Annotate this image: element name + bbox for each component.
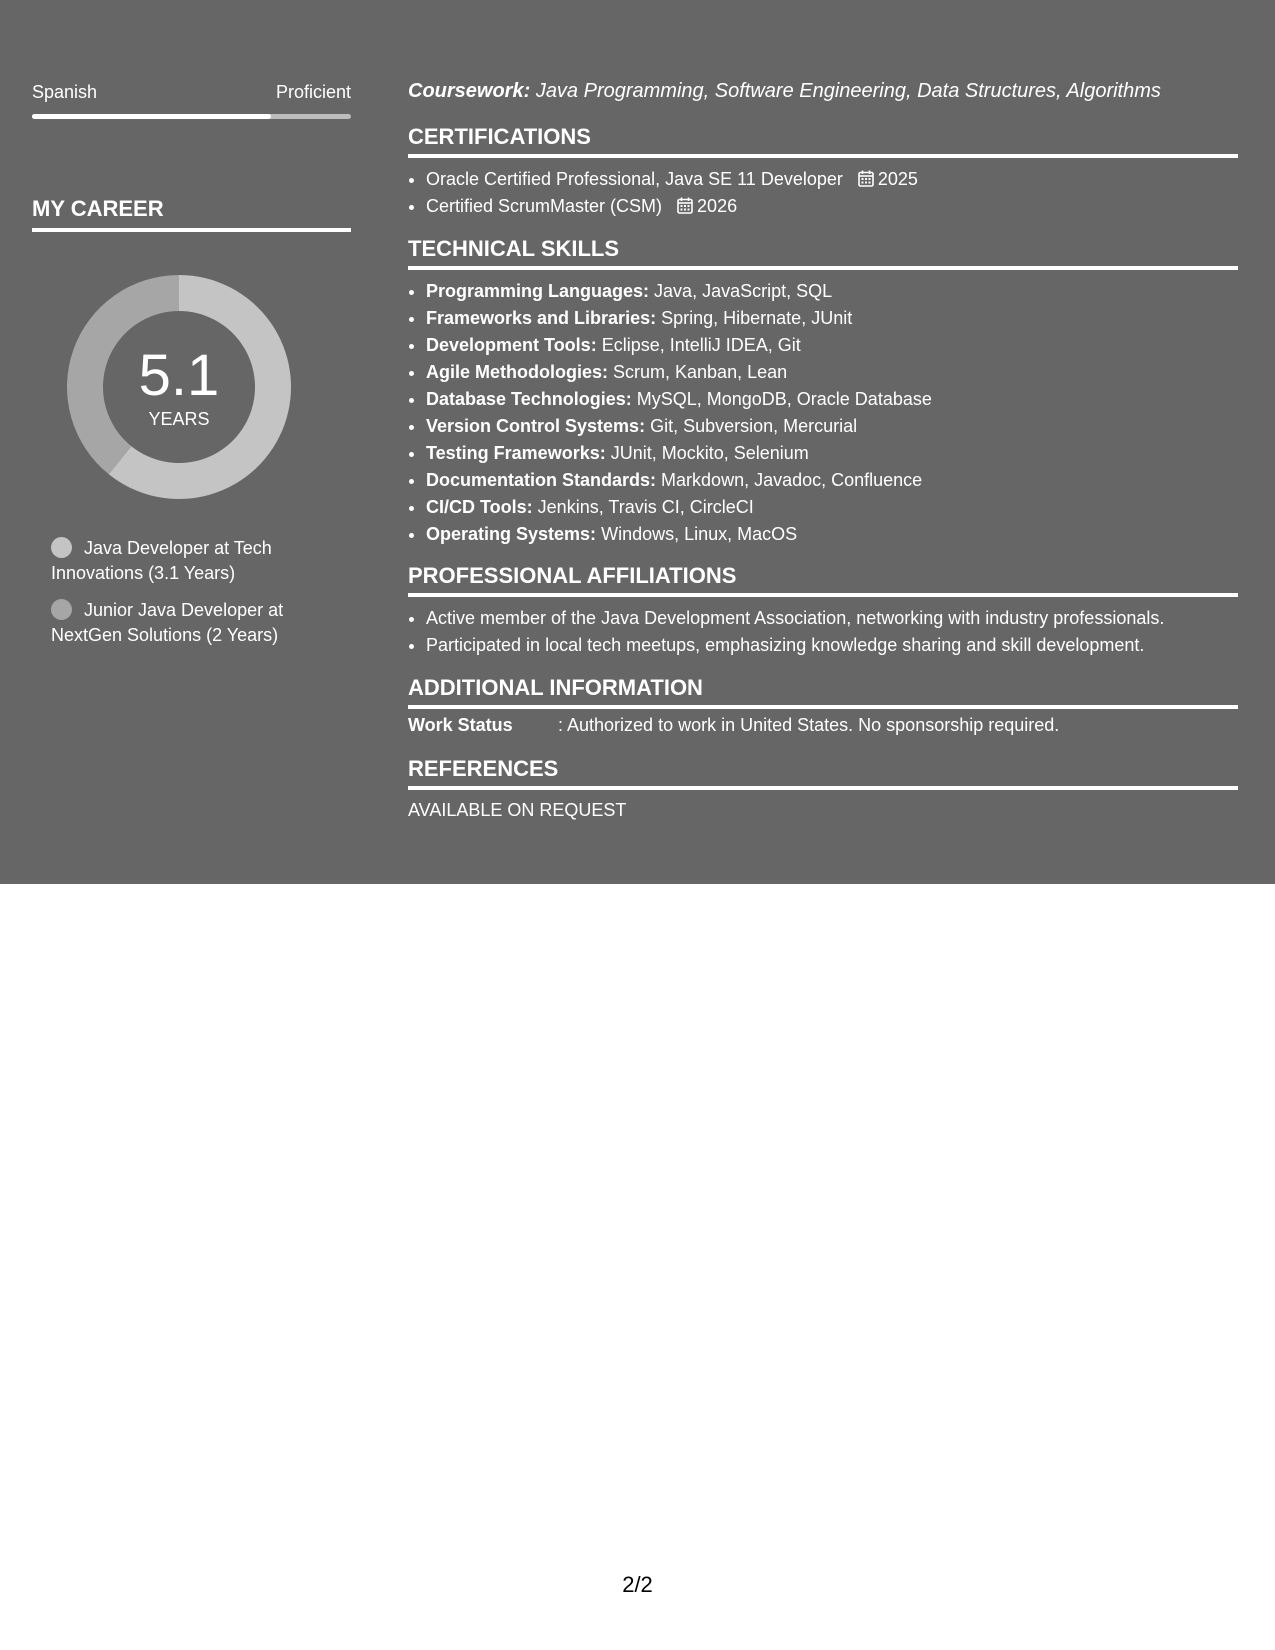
certification-item: [426, 166, 1238, 193]
affiliations-section: [408, 563, 1238, 659]
skill-item: [426, 278, 1238, 305]
career-list: [51, 536, 351, 660]
technical-skills-section: [408, 236, 1238, 548]
career-total-unit: YEARS: [148, 409, 210, 429]
skill-value: Git, Subversion, Mercurial: [650, 416, 858, 436]
skill-item: [426, 359, 1238, 386]
skill-item: [426, 521, 1238, 548]
language-progress-track: [32, 114, 351, 119]
skill-label: Testing Frameworks:: [426, 443, 606, 463]
skill-value: Java, JavaScript, SQL: [654, 281, 833, 301]
skill-item: [426, 467, 1238, 494]
certification-name: Certified ScrumMaster (CSM): [426, 196, 663, 216]
skill-value: Spring, Hibernate, JUnit: [661, 308, 853, 328]
skill-label: Version Control Systems:: [426, 416, 646, 436]
skill-label: Development Tools:: [426, 335, 597, 355]
skill-label: Frameworks and Libraries:: [426, 308, 657, 328]
career-item: [51, 598, 351, 648]
technical-skills-list: [408, 278, 1238, 548]
certifications-section: [408, 124, 1238, 220]
skill-value: Jenkins, Travis CI, CircleCI: [537, 497, 754, 517]
certification-year: 2025: [877, 169, 918, 189]
additional-info-title: ADDITIONAL INFORMATION: [408, 675, 1238, 709]
skill-value: Windows, Linux, MacOS: [601, 524, 798, 544]
skill-label: Agile Methodologies:: [426, 362, 608, 382]
page-number: 2/2: [622, 1572, 653, 1597]
skill-label: CI/CD Tools:: [426, 497, 533, 517]
language-name: Spanish: [32, 82, 98, 102]
skill-label: Documentation Standards:: [426, 470, 657, 490]
certifications-title: CERTIFICATIONS: [408, 124, 1238, 158]
language-row: [32, 82, 351, 104]
language-level: Proficient: [275, 82, 351, 102]
certification-year: 2026: [697, 196, 738, 216]
work-status-row: [408, 715, 1238, 736]
language-progress-fill: [32, 114, 271, 119]
affiliation-item: • Participated in local tech meetups, emphasizing knowledge sharing and skill development.: [426, 632, 1238, 659]
skill-item: [426, 386, 1238, 413]
skill-item: [426, 494, 1238, 521]
certification-name: Oracle Certified Professional, Java SE 11 Developer: [426, 169, 843, 189]
career-donut-chart: [67, 275, 291, 499]
skill-item: [426, 440, 1238, 467]
skill-item: [426, 305, 1238, 332]
references-section: [408, 756, 1238, 821]
career-item: [51, 536, 351, 586]
affiliations-list: [408, 605, 1238, 659]
references-text: AVAILABLE ON REQUEST: [408, 800, 627, 820]
certification-item: [426, 193, 1238, 220]
career-item-text: Junior Java Developer at NextGen Solutions (2 Years): [51, 600, 284, 645]
skill-value: Scrum, Kanban, Lean: [613, 362, 788, 382]
coursework-line: [408, 80, 1238, 103]
calendar-icon: [858, 170, 874, 187]
skill-item: [426, 332, 1238, 359]
coursework-text: Java Programming, Software Engineering, Data Structures, Algorithms: [535, 80, 1161, 102]
skill-item: [426, 413, 1238, 440]
work-status-label: Work Status: [408, 715, 513, 735]
coursework-label: Coursework:: [408, 80, 531, 102]
technical-skills-title: TECHNICAL SKILLS: [408, 236, 1238, 270]
career-heading: MY CAREER: [32, 196, 351, 232]
calendar-icon: [677, 197, 693, 214]
skill-label: Programming Languages:: [426, 281, 650, 301]
skill-value: Markdown, Javadoc, Confluence: [661, 470, 923, 490]
skill-label: Operating Systems:: [426, 524, 597, 544]
skill-label: Database Technologies:: [426, 389, 632, 409]
skill-value: Eclipse, IntelliJ IDEA, Git: [601, 335, 801, 355]
additional-info-section: [408, 675, 1238, 736]
certifications-list: [408, 166, 1238, 220]
career-legend-dot: [51, 599, 72, 620]
career-legend-dot: [51, 537, 72, 558]
career-total-value: 5.1: [138, 343, 220, 408]
work-status-value: : Authorized to work in United States. No sponsorship required.: [558, 715, 1060, 735]
references-title: REFERENCES: [408, 756, 1238, 790]
affiliations-title: PROFESSIONAL AFFILIATIONS: [408, 563, 1238, 597]
skill-value: MySQL, MongoDB, Oracle Database: [636, 389, 932, 409]
affiliation-item: • Active member of the Java Development Association, networking with industry professionals.: [426, 605, 1238, 632]
career-item-text: Java Developer at Tech Innovations (3.1 Years): [51, 538, 272, 583]
skill-value: JUnit, Mockito, Selenium: [610, 443, 809, 463]
